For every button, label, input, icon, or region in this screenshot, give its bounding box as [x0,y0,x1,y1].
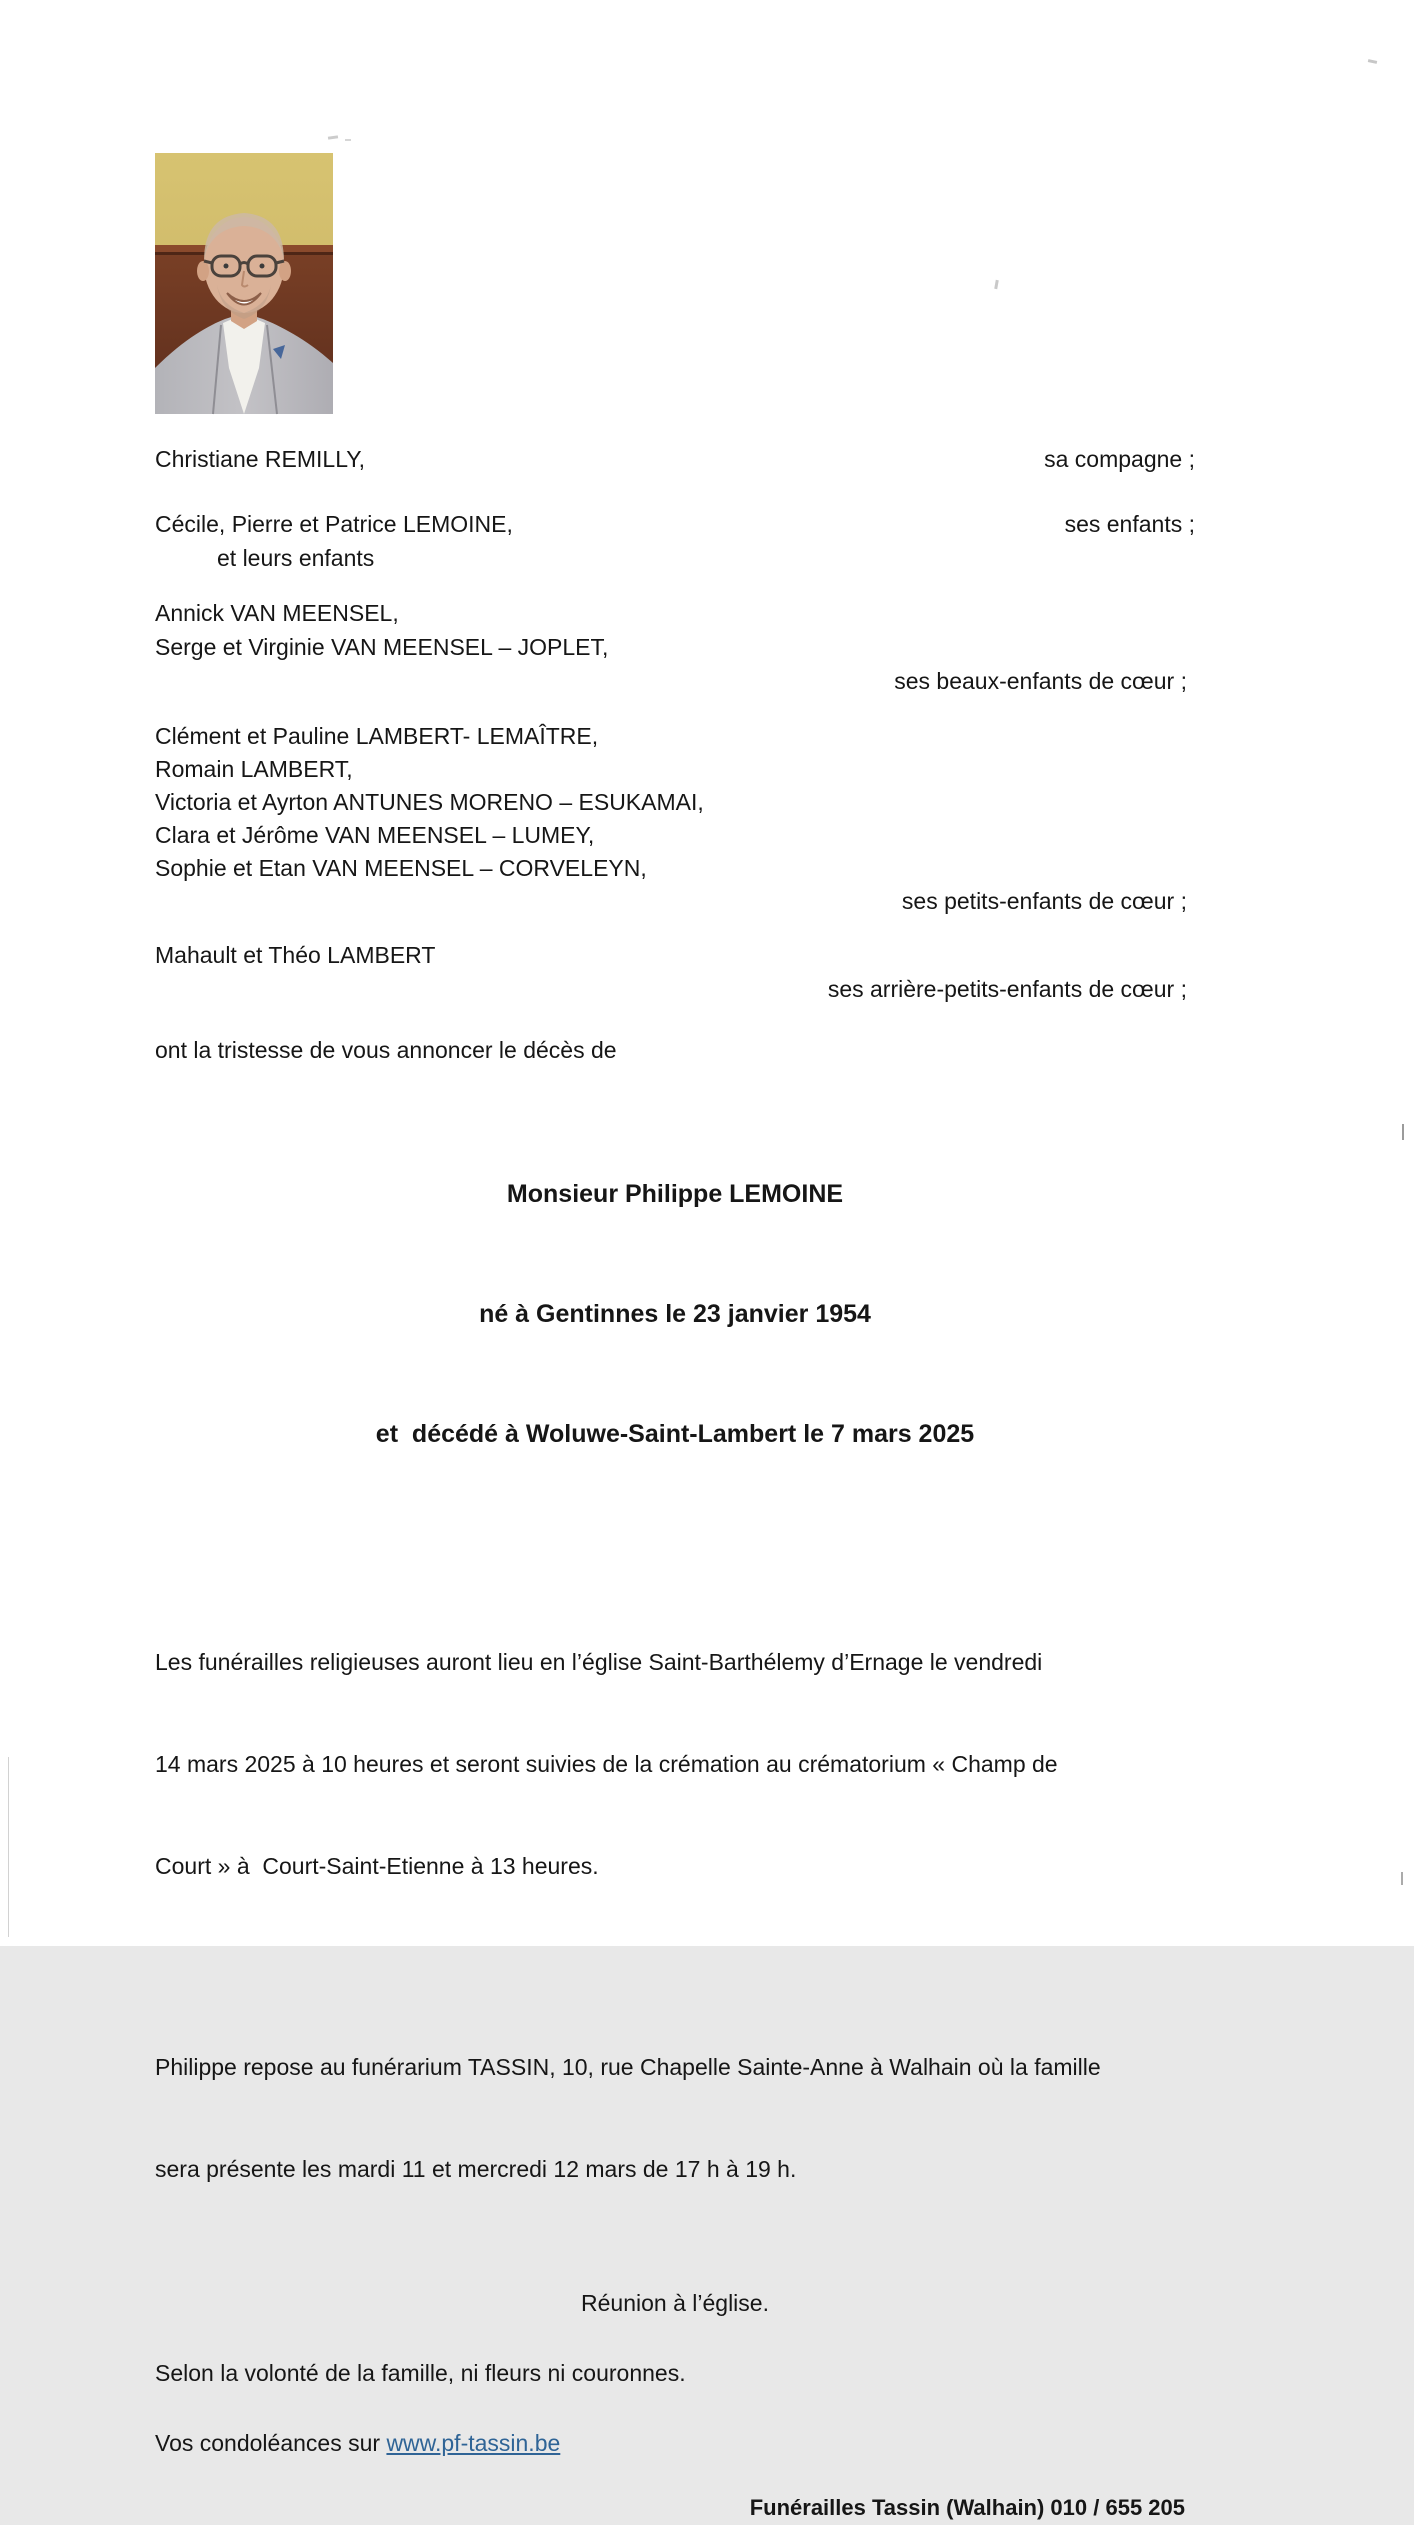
relation-label-petits-enfants: ses petits-enfants de cœur ; [901,888,1187,914]
document-content [155,0,1195,2525]
mourner-name: Clément et Pauline LAMBERT- LEMAÎTRE, [155,723,599,749]
reunion-line: Réunion à l’église. [581,2290,769,2316]
condolences-prefix: Vos condoléances sur [155,2430,387,2456]
mourner-name: Sophie et Etan VAN MEENSEL – CORVELEYN, [155,855,647,881]
condolences-line [155,2426,1195,2460]
funeral-details-line: Court » à Court-Saint-Etienne à 13 heures. [155,1853,599,1879]
scan-artifact [1402,1124,1404,1140]
relation-label-beaux-enfants: ses beaux-enfants de cœur ; [894,668,1187,694]
relation-label-enfants: ses enfants ; [1064,511,1195,537]
mourner-name: Annick VAN MEENSEL, [155,600,399,626]
repose-line: sera présente les mardi 11 et mercredi 12 mars de 17 h à 19 h. [155,2156,797,2182]
mourner-group-petits-enfants [155,720,1195,918]
scan-artifact [1368,59,1377,64]
repose-paragraph [155,1982,1195,2254]
deceased-death-line: et décédé à Woluwe-Saint-Lambert le 7 mars 2025 [375,1420,975,1448]
portrait-photo [155,153,333,414]
relation-label-compagne: sa compagne ; [1044,446,1195,472]
condolences-website-link[interactable]: www.pf-tassin.be [386,2430,561,2456]
mourner-name: Victoria et Ayrton ANTUNES MORENO – ESUKAMAI, [155,789,704,815]
mourner-group-beaux-enfants [155,596,1195,698]
portrait-photo-image [155,153,333,414]
mourner-name: Christiane REMILLY, [155,446,366,472]
mourner-name: Clara et Jérôme VAN MEENSEL – LUMEY, [155,822,595,848]
mourner-name: et leurs enfants [217,545,375,571]
repose-line: Philippe repose au funérarium TASSIN, 10, rue Chapelle Sainte-Anne à Walhain où la famille [155,2054,1101,2080]
scan-artifact [8,1757,9,1937]
announcement-line: ont la tristesse de vous annoncer le décès de [155,1037,617,1063]
funeral-details-paragraph [155,1577,1195,1951]
flowers-line: Selon la volonté de la famille, ni fleurs ni couronnes. [155,2360,686,2386]
mourner-group-compagne [155,442,1195,476]
deceased-name: Monsieur Philippe LEMOINE [506,1180,844,1208]
mourner-name: Mahault et Théo LAMBERT [155,942,436,968]
funeral-home-footer: Funérailles Tassin (Walhain) 010 / 655 205 [749,2495,1185,2520]
relation-label-arriere-petits-enfants: ses arrière-petits-enfants de cœur ; [827,976,1187,1002]
mourner-name: Cécile, Pierre et Patrice LEMOINE, [155,511,513,537]
mourner-name: Serge et Virginie VAN MEENSEL – JOPLET, [155,634,609,660]
mourner-group-arriere-petits-enfants [155,938,1195,1006]
mourner-group-enfants [155,507,1195,575]
deceased-birth-line: né à Gentinnes le 23 janvier 1954 [479,1300,871,1328]
deceased-block [155,1094,1195,1534]
mourner-name: Romain LAMBERT, [155,756,353,782]
scan-artifact [1401,1872,1403,1885]
funeral-details-line: Les funérailles religieuses auront lieu en l’église Saint-Barthélemy d’Ernage le vendredi [155,1649,1043,1675]
funeral-details-line: 14 mars 2025 à 10 heures et seront suivies de la crémation au crématorium « Champ de [155,1751,1058,1777]
